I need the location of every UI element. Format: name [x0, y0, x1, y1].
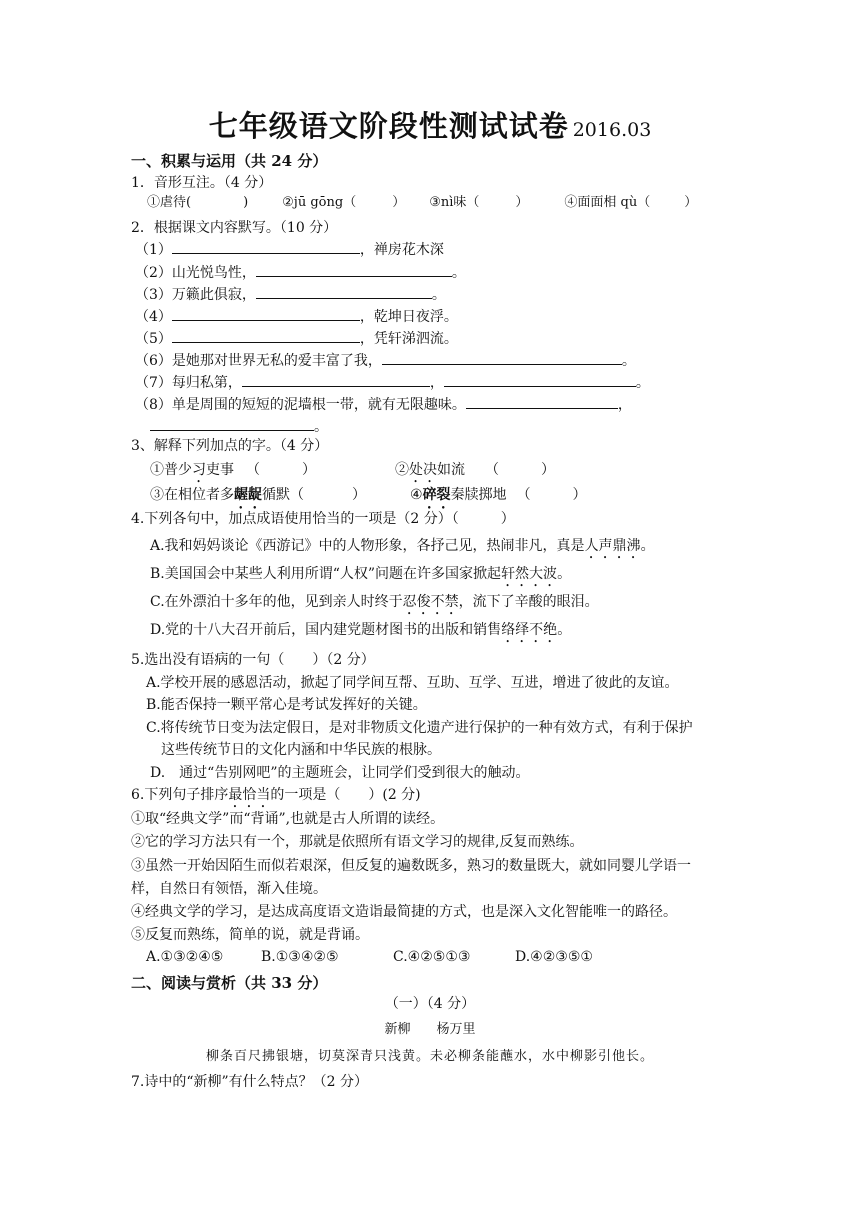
answer-blank[interactable]	[382, 351, 622, 365]
q5-option-b: B.能否保持一颗平常心是考试发挥好的关键。	[146, 697, 427, 713]
q6-sentence-2: ②它的学习方法只有一个，那就是依照所有语文学习的规律,反复而熟练。	[131, 834, 584, 850]
q6-option-d: D.④②③⑤①	[515, 949, 593, 965]
q4-stem: 4.下列各句中，加点成语使用恰当的一项是（2 分）（ ）	[131, 511, 515, 527]
q3-c-pre: ③在相位者多	[150, 487, 234, 503]
q3-d-dotted: 碎裂	[422, 487, 451, 503]
q4-d-idiom: 络绎不绝	[501, 622, 558, 638]
answer-blank[interactable]	[256, 263, 452, 277]
q2-num-4: （4）	[135, 309, 172, 325]
q3-b-paren: （ ）	[485, 462, 555, 478]
q3-row-2	[150, 486, 366, 512]
q3-stem: 3、解释下列加点的字。（4 分）	[131, 438, 329, 454]
q4-a-text: A.我和妈妈谈论《西游记》中的人物形象，各抒己见，热闹非凡，真是	[150, 538, 585, 554]
q5-option-d: D. 通过“告别网吧”的主题班会，让同学们受到很大的触动。	[150, 765, 530, 781]
q4-c-end: ，流下了辛酸的眼泪。	[458, 594, 599, 610]
q3-d-paren: （ ）	[516, 487, 587, 503]
q2-end-3: 。	[431, 287, 446, 303]
answer-blank[interactable]	[466, 395, 618, 409]
q4-b-idiom: 轩然大波	[501, 566, 558, 582]
q4-b-end: 。	[557, 566, 572, 582]
q2-text-6: 是她那对世界无私的爱丰富了我，	[171, 353, 382, 369]
q5-option-c: C.将传统节日变为法定假日，是对非物质文化遗产进行保护的一种有效方式，有利于保护	[146, 720, 693, 736]
poem-title: 新柳 杨万里	[384, 1022, 476, 1037]
answer-blank[interactable]	[172, 329, 360, 343]
q3-row-2b	[410, 486, 587, 512]
q1-items	[147, 194, 697, 212]
q2-num-7: （7）	[135, 375, 172, 391]
q2-text-8: 单是周围的短短的泥墙根一带，就有无限趣味。	[171, 397, 466, 413]
q2-line-7	[135, 373, 650, 392]
q6-stem-dotted: 最恰当	[228, 787, 271, 803]
q3-a-paren: （ ）	[246, 462, 316, 478]
part2-subsection: （一）（4 分）	[384, 996, 476, 1012]
q4-d-end: 。	[557, 622, 572, 638]
q1-paren-b: ）	[392, 195, 406, 210]
q6-sentence-4: ④经典文学的学习，是达成高度语文造诣最简捷的方式，也是深入文化智能唯一的路径。	[131, 904, 677, 920]
q2-num-6: （6）	[135, 353, 172, 369]
q2-line-1	[135, 240, 444, 259]
q2-line-8	[135, 395, 632, 414]
answer-blank[interactable]	[242, 373, 430, 387]
q3-d-post: 秦牍掷地	[450, 487, 507, 503]
q1-stem: 1．音形互注。（4 分）	[131, 175, 273, 191]
q6-option-a: A.①③②④⑤	[146, 949, 224, 965]
q1-item-d: ④面面相 qù（	[564, 195, 651, 210]
q2-num-1: （1）	[135, 242, 172, 258]
q2-line-4	[135, 307, 458, 326]
q1-item-a: ①虐待(	[147, 195, 192, 210]
q2-text-5: ，凭轩涕泗流。	[359, 331, 458, 347]
q2-end-8b: 。	[314, 419, 328, 435]
answer-blank[interactable]	[150, 417, 314, 431]
q6-sentence-3-cont: 样，自然日有领悟，渐入佳境。	[131, 881, 327, 897]
q6-option-b: B.①③④②⑤	[261, 949, 339, 965]
q2-line-6	[135, 351, 636, 370]
title-text: 七年级语文阶段性测试试卷	[208, 109, 569, 143]
q2-text-2: 山光悦鸟性，	[171, 265, 256, 281]
q3-a-post: 吏事	[206, 462, 234, 478]
q4-c-idiom: 忍俊不禁	[402, 594, 459, 610]
part1-heading: 一、积累与运用（共 24 分）	[131, 152, 328, 170]
q2-text-7: 每归私第，	[171, 375, 242, 391]
q1-paren-c: ）	[515, 195, 529, 210]
q6-option-c: C.④②⑤①③	[393, 949, 471, 965]
q2-line-2	[135, 263, 466, 282]
q1-paren-d: ）	[684, 195, 698, 210]
q2-mid-7: ，	[429, 375, 444, 391]
q6-stem-a: 6.下列句子排序	[131, 787, 229, 803]
q1-item-b: ②jū gōng（	[282, 195, 357, 210]
q2-end-2: 。	[451, 265, 466, 281]
q2-num-3: （3）	[135, 287, 172, 303]
answer-blank[interactable]	[172, 307, 360, 321]
title-date: 2016.03	[572, 119, 652, 141]
q5-stem: 5.选出没有语病的一句（ ）（2 分）	[131, 652, 375, 668]
q2-num-8: （8）	[135, 397, 172, 413]
q3-d-pre: ④	[410, 487, 423, 503]
q2-end-8: ，	[617, 397, 632, 413]
q4-b-text: B.美国国会中某些人利用所谓“人权”问题在许多国家掀起	[150, 566, 502, 582]
q4-a-end: 。	[640, 538, 655, 554]
part2-heading: 二、阅读与赏析（共 33 分）	[131, 974, 328, 992]
q6-sentence-1: ①取“经典文学”而“背诵”,也就是古人所谓的读经。	[131, 811, 445, 827]
q6-stem-b: 的一项是（ ）(2 分)	[270, 787, 421, 803]
poem-text: 柳条百尺拂银塘，切莫深青只浅黄。未必柳条能蘸水，水中柳影引他长。	[205, 1049, 654, 1064]
q3-b-pre: ②	[395, 462, 409, 478]
q3-a-pre: ①普少	[150, 462, 192, 478]
q3-c-paren: ）	[352, 487, 366, 503]
q4-option-d	[150, 621, 571, 646]
answer-blank[interactable]	[172, 240, 360, 254]
q4-c-text: C.在外漂泊十多年的他，见到亲人时终于	[150, 594, 403, 610]
q2-end-6: 。	[621, 353, 636, 369]
q2-num-2: （2）	[135, 265, 172, 281]
q3-row-1b	[395, 461, 555, 486]
q6-sentence-5: ⑤反复而熟练，简单的说，就是背诵。	[131, 927, 369, 943]
q3-b-dotted: 处决	[409, 462, 437, 478]
q3-c-post: 循默（	[262, 487, 304, 503]
q3-a-dotted: 习	[192, 462, 206, 478]
q2-num-5: （5）	[135, 331, 172, 347]
q4-a-idiom: 人声鼎沸	[584, 538, 641, 554]
q2-line-3	[135, 285, 446, 304]
q2-text-4: ，乾坤日夜浮。	[359, 309, 458, 325]
q3-c-dotted: 龌龊	[234, 487, 262, 503]
q4-option-a	[150, 537, 655, 562]
q6-sentence-3: ③虽然一开始因陌生而似若艰深，但反复的遍数既多，熟习的数量既大，就如同婴儿学语一	[131, 858, 691, 874]
q1-item-c: ③nì味（	[429, 195, 480, 210]
q5-option-a: A.学校开展的感恩活动，掀起了同学间互帮、互助、互学、互进，增进了彼此的友谊。	[146, 675, 679, 691]
q7-stem: 7.诗中的“新柳”有什么特点？（2 分）	[131, 1074, 369, 1090]
q2-text-1: ，禅房花木深	[359, 242, 444, 258]
answer-blank[interactable]	[256, 285, 432, 299]
exam-title	[0, 104, 860, 145]
q2-stem: 2．根据课文内容默写。（10 分）	[131, 220, 338, 236]
q1-paren-a: )	[243, 195, 249, 210]
answer-blank[interactable]	[444, 373, 636, 387]
q3-b-post: 如流	[437, 462, 465, 478]
q2-line-5	[135, 329, 458, 348]
q5-option-c-cont: 这些传统节日的文化内涵和中华民族的根脉。	[161, 742, 441, 758]
q3-row-1	[150, 461, 316, 486]
q2-text-3: 万籁此俱寂，	[171, 287, 256, 303]
q6-stem	[131, 786, 421, 811]
q4-option-c	[150, 593, 599, 618]
q4-option-b	[150, 565, 571, 590]
q4-d-text: D.党的十八大召开前后，国内建党题材图书的出版和销售	[150, 622, 502, 638]
q2-line-8b	[150, 417, 328, 436]
q2-end-7: 。	[635, 375, 650, 391]
